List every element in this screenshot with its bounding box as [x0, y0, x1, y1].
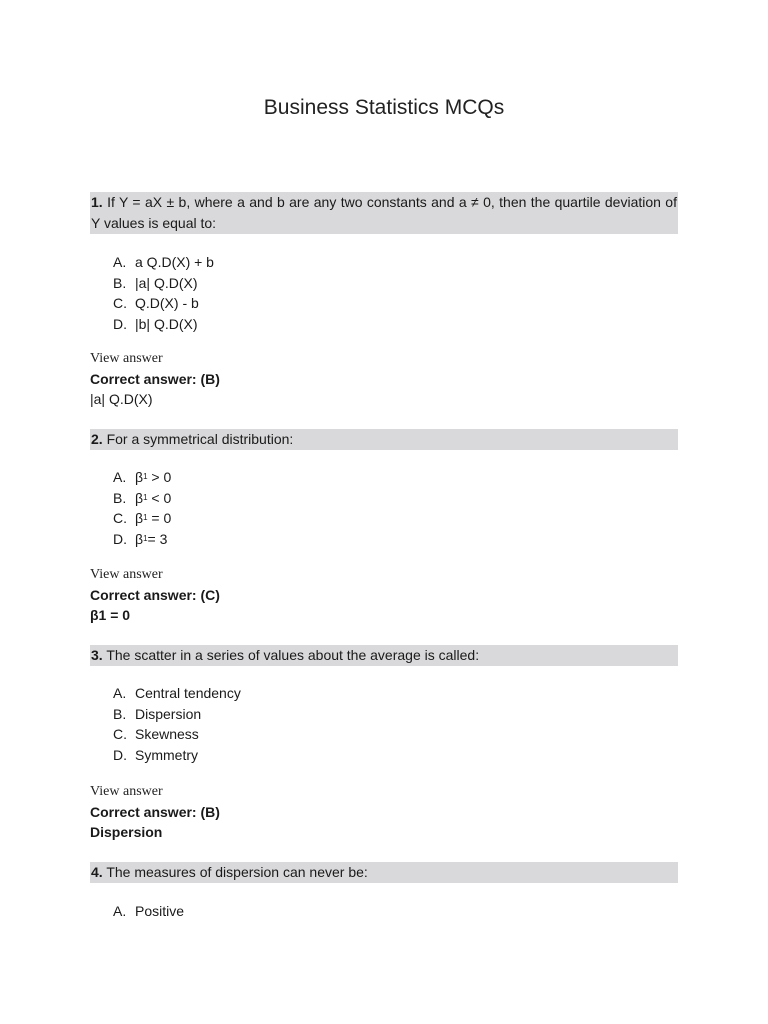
option-d: D. Symmetry — [113, 747, 198, 764]
option-d: D. β 1 = 3 — [113, 531, 168, 548]
options-list — [90, 683, 678, 766]
option-b: B. |a| Q.D(X) — [113, 274, 198, 291]
question-4 — [90, 862, 678, 922]
view-answer-link[interactable]: View answer — [90, 566, 163, 582]
option-a: A. Positive — [113, 903, 185, 919]
question-3 — [90, 645, 678, 843]
question-header — [90, 645, 678, 666]
question-number: 3. — [91, 647, 103, 663]
view-answer-link[interactable]: View answer — [90, 350, 163, 366]
option-b: B. β 1 < 0 — [113, 489, 172, 506]
option-c: C. Skewness — [113, 726, 199, 743]
view-answer-link[interactable]: View answer — [90, 783, 163, 799]
option-a: A. Central tendency — [113, 685, 241, 701]
question-text: The measures of dispersion can never be: — [106, 864, 368, 880]
answer-text: |a| Q.D(X) — [90, 391, 153, 408]
question-number: 4. — [91, 864, 103, 880]
option-b: B. Dispersion — [113, 705, 202, 722]
question-number: 1. — [91, 194, 103, 210]
option-a: A. β 1 > 0 — [113, 469, 172, 485]
option-c: C. Q.D(X) - b — [113, 295, 199, 312]
correct-answer-label: Correct answer: (C) — [90, 586, 220, 603]
options-list — [90, 252, 678, 335]
options-list — [90, 467, 678, 550]
question-text: For a symmetrical distribution: — [106, 431, 294, 447]
correct-answer-label: Correct answer: (B) — [90, 803, 220, 820]
question-1 — [90, 192, 678, 410]
question-header — [90, 192, 678, 234]
question-number: 2. — [91, 431, 103, 447]
option-d: D. |b| Q.D(X) — [113, 316, 198, 333]
answer-text: β1 = 0 — [90, 607, 131, 624]
question-2 — [90, 429, 678, 626]
correct-answer-label: Correct answer: (B) — [90, 370, 220, 387]
question-text: If Y = aX ± b, where a and b are any two constants and a ≠ 0, then the quartile deviation of Y values is equal to: — [91, 194, 677, 231]
option-a: A. a Q.D(X) + b — [113, 254, 214, 270]
page-title: Business Statistics MCQs — [263, 96, 505, 119]
answer-text: Dispersion — [90, 824, 163, 841]
options-list — [90, 901, 678, 922]
option-c: C. β 1 = 0 — [113, 510, 172, 527]
question-header — [90, 862, 678, 883]
question-header — [90, 429, 678, 450]
question-text: The scatter in a series of values about the average is called: — [106, 647, 480, 663]
